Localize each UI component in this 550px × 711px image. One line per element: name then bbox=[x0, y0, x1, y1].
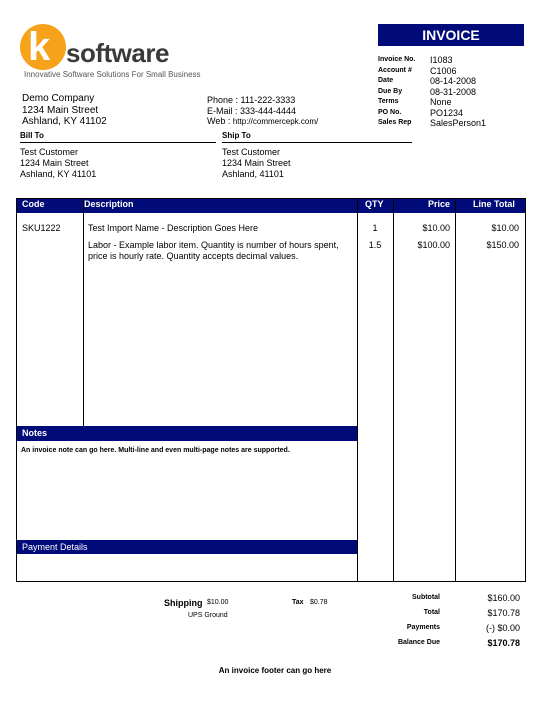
totals-row-payments bbox=[360, 620, 520, 635]
totals-value: $160.00 bbox=[487, 592, 520, 603]
totals-label: Balance Due bbox=[397, 639, 440, 646]
meta-row bbox=[378, 66, 528, 77]
contact-web-link[interactable]: http://commercepk.com/ bbox=[232, 117, 319, 126]
payment-details-heading: Payment Details bbox=[17, 540, 357, 554]
bill-to-name: Test Customer bbox=[20, 147, 79, 157]
meta-row bbox=[378, 118, 528, 129]
invoice-meta bbox=[378, 55, 528, 129]
meta-value: I1083 bbox=[430, 55, 453, 65]
meta-row bbox=[378, 97, 528, 108]
column-divider bbox=[83, 199, 84, 426]
contact-phone: Phone : 111-222-3333 bbox=[207, 95, 296, 105]
meta-label: Account # bbox=[378, 66, 412, 74]
logo-tagline: Innovative Software Solutions For Small Business bbox=[24, 70, 201, 79]
tax-amount: $0.78 bbox=[310, 599, 328, 606]
shipping-label: Shipping bbox=[164, 598, 203, 608]
row-price: $100.00 bbox=[417, 240, 450, 250]
totals-label: Total bbox=[423, 609, 440, 616]
invoice-footer: An invoice footer can go here bbox=[218, 666, 332, 675]
bill-to-street: 1234 Main Street bbox=[20, 158, 89, 168]
invoice-title: INVOICE bbox=[378, 24, 524, 46]
column-divider bbox=[393, 199, 394, 581]
ship-to-street: 1234 Main Street bbox=[222, 158, 291, 168]
row-code: SKU1222 bbox=[22, 223, 61, 233]
company-contact bbox=[207, 95, 318, 128]
meta-label: Terms bbox=[378, 98, 399, 105]
meta-row bbox=[378, 76, 528, 87]
meta-value: 08-31-2008 bbox=[430, 86, 477, 97]
meta-value: C1006 bbox=[430, 65, 457, 76]
column-divider bbox=[357, 199, 358, 581]
ship-to-name: Test Customer bbox=[222, 147, 281, 157]
row-description: Test Import Name - Description Goes Here bbox=[88, 223, 259, 233]
totals-row-balance-due bbox=[360, 635, 520, 650]
shipping-method: UPS Ground bbox=[188, 612, 228, 619]
bill-to-address bbox=[20, 147, 216, 180]
totals-row-total bbox=[360, 605, 520, 620]
row-price: $10.00 bbox=[422, 223, 450, 233]
totals-value: $170.78 bbox=[487, 637, 520, 648]
column-header-price: Price bbox=[428, 199, 451, 209]
meta-row bbox=[378, 55, 528, 66]
totals-section bbox=[360, 590, 520, 650]
column-header-code: Code bbox=[22, 199, 45, 209]
meta-value: None bbox=[430, 97, 452, 107]
meta-label: Invoice No. bbox=[378, 56, 416, 63]
line-items-table bbox=[16, 198, 526, 582]
row-qty: 1.5 bbox=[368, 240, 382, 250]
ship-to-section bbox=[222, 131, 412, 180]
bill-to-heading: Bill To bbox=[20, 131, 216, 143]
meta-value: SalesPerson1 bbox=[430, 118, 487, 128]
totals-row-subtotal bbox=[360, 590, 520, 605]
shipping-amount: $10.00 bbox=[207, 599, 229, 606]
meta-value: PO1234 bbox=[430, 107, 464, 118]
logo-name: software bbox=[66, 38, 169, 68]
column-header-qty: QTY bbox=[365, 199, 384, 209]
contact-web-label: Web : bbox=[207, 116, 231, 126]
ship-to-heading: Ship To bbox=[222, 131, 412, 143]
company-name: Demo Company bbox=[22, 93, 95, 104]
column-header-line-total: Line Total bbox=[473, 199, 515, 209]
totals-label: Subtotal bbox=[412, 594, 440, 601]
row-line-total: $10.00 bbox=[491, 223, 519, 233]
meta-label: PO No. bbox=[378, 108, 402, 116]
logo-letter: k bbox=[28, 25, 51, 69]
meta-row bbox=[378, 108, 528, 119]
bill-to-city: Ashland, KY 41101 bbox=[20, 169, 97, 179]
contact-email: E-Mail : 333-444-4444 bbox=[207, 105, 297, 116]
notes-text: An invoice note can go here. Multi-line and even multi-page notes are supported. bbox=[21, 447, 290, 454]
row-description: Labor - Example labor item. Quantity is number of hours spent, price is hourly rate. Quantity accepts decimal values. bbox=[88, 240, 339, 261]
meta-label: Due By bbox=[378, 87, 403, 95]
company-street: 1234 Main Street bbox=[22, 104, 99, 116]
notes-heading: Notes bbox=[17, 426, 357, 441]
ship-to-address bbox=[222, 147, 412, 180]
column-header-description: Description bbox=[84, 199, 134, 209]
meta-row bbox=[378, 87, 528, 98]
meta-label: Sales Rep bbox=[378, 119, 412, 126]
tax-label: Tax bbox=[292, 599, 304, 606]
totals-label: Payments bbox=[406, 624, 440, 631]
totals-value: $170.78 bbox=[487, 607, 520, 618]
meta-label: Date bbox=[378, 77, 394, 84]
company-address bbox=[22, 93, 107, 128]
column-divider bbox=[455, 199, 456, 581]
meta-value: 08-14-2008 bbox=[430, 76, 477, 86]
row-line-total: $150.00 bbox=[486, 240, 519, 250]
ship-to-city: Ashland, 41101 bbox=[222, 169, 284, 179]
company-city: Ashland, KY 41102 bbox=[22, 116, 107, 127]
bill-to-section bbox=[20, 131, 216, 180]
row-qty: 1 bbox=[372, 223, 378, 233]
totals-value: (-) $0.00 bbox=[485, 622, 520, 633]
